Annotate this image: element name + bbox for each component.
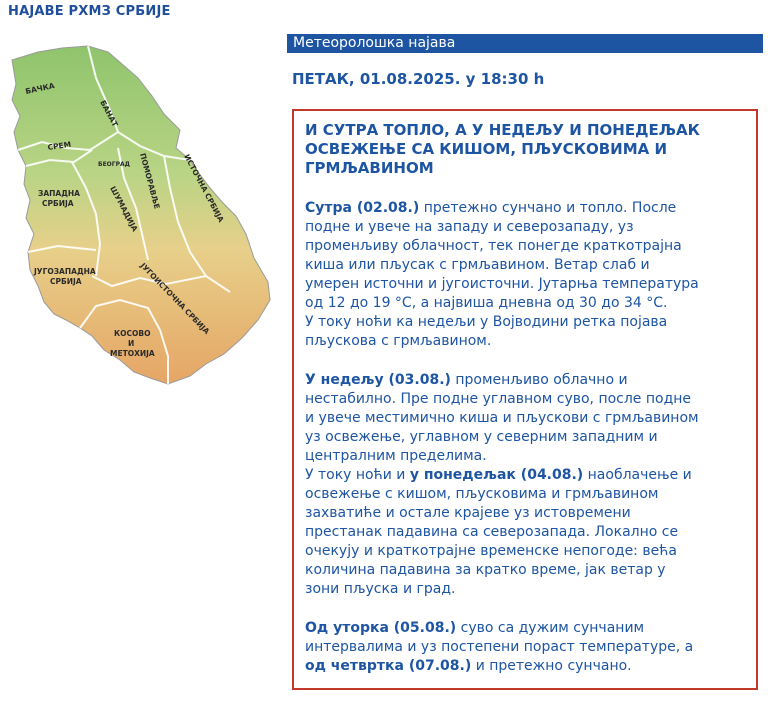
region-label-beograd[interactable]: БЕОГРАД — [98, 161, 130, 168]
region-label-kosovo-i: И — [128, 339, 135, 348]
region-label-jugoistocna-srbija[interactable]: ЈУГОИСТОЧНА СРБИЈА — [138, 261, 212, 336]
forecast-date: ПЕТАК, 01.08.2025. у 18:30 h — [292, 70, 545, 88]
region-label-backa[interactable]: БАЧКА — [24, 81, 56, 96]
region-label-srem[interactable]: СРЕМ — [47, 139, 72, 152]
forecast-paragraph-tuesday: Од уторка (05.08.) суво са дужим сунчаним интервалима и уз постепени пораст температуре, а од четвртка (07.08.) и претежно сунчано. — [305, 620, 694, 674]
region-label-jugozapadna-srbija-2: СРБИЈА — [50, 277, 82, 286]
serbia-regions-map[interactable] — [0, 38, 280, 388]
region-label-pomoravlje[interactable]: ПОМОРАВЉЕ — [138, 152, 162, 210]
region-label-istocna-srbija[interactable]: ИСТОЧНА СРБИЈА — [182, 152, 226, 224]
region-label-banat[interactable]: БАНАТ — [98, 98, 120, 129]
region-label-kosovo: КОСОВО — [114, 329, 151, 338]
region-label-jugozapadna-srbija: ЈУГОЗАПАДНА — [34, 267, 96, 276]
region-label-zapadna-srbija: ЗАПАДНА — [38, 189, 80, 198]
forecast-paragraph-saturday: Сутра (02.08.) претежно сунчано и топло. После подне и увече на западу и северозападу, уз променљиву облачност, тек понегде краткотрајна киша или пљусак с грмљавином. Ветар слаб и умерен источни и југоисточни. Јутарња температура од 12 до 19 °C, а највиша дневна од 30 до 34 °C. У току ноћи ка недељи у Војводини ретка појава пљускова с грмљавином. — [305, 200, 699, 349]
forecast-headline: И СУТРА ТОПЛО, А У НЕДЕЉУ И ПОНЕДЕЉАК ОСВЕЖЕЊЕ СА КИШОМ, ПЉУСКОВИМА И ГРМЉАВИНОМ — [305, 121, 700, 177]
site-title-link[interactable]: НАЈАВЕ РХМЗ СРБИЈЕ — [8, 4, 171, 19]
map-svg[interactable] — [0, 38, 280, 388]
forecast-paragraph-sunday: У недељу (03.08.) променљиво облачно и нестабилно. Пре подне углавном суво, после подне и увече местимично киша и пљускови с грмљавином уз освежење, углавном у северним западним и централним пределима. — [305, 372, 699, 464]
region-label-sumadija[interactable]: ШУМАДИЈА — [108, 184, 140, 233]
region-label-metohija: МЕТОХИЈА — [110, 349, 155, 358]
forecast-paragraph-monday: У току ноћи и у понедељак (04.08.) наоблачење и освежење с кишом, пљусковима и грмљавином захватиће и остале крајеве уз истовремени престанак падавина са северозапада. Локално се очекују и краткотрајне временске непогоде: већа количина падавина за кратко време, јак ветар у зони пљуска и град. — [305, 467, 692, 597]
region-label-zapadna-srbija-2: СРБИЈА — [42, 199, 74, 208]
section-title-bar: Метеоролошка најава — [287, 34, 763, 53]
forecast-box — [292, 109, 758, 690]
